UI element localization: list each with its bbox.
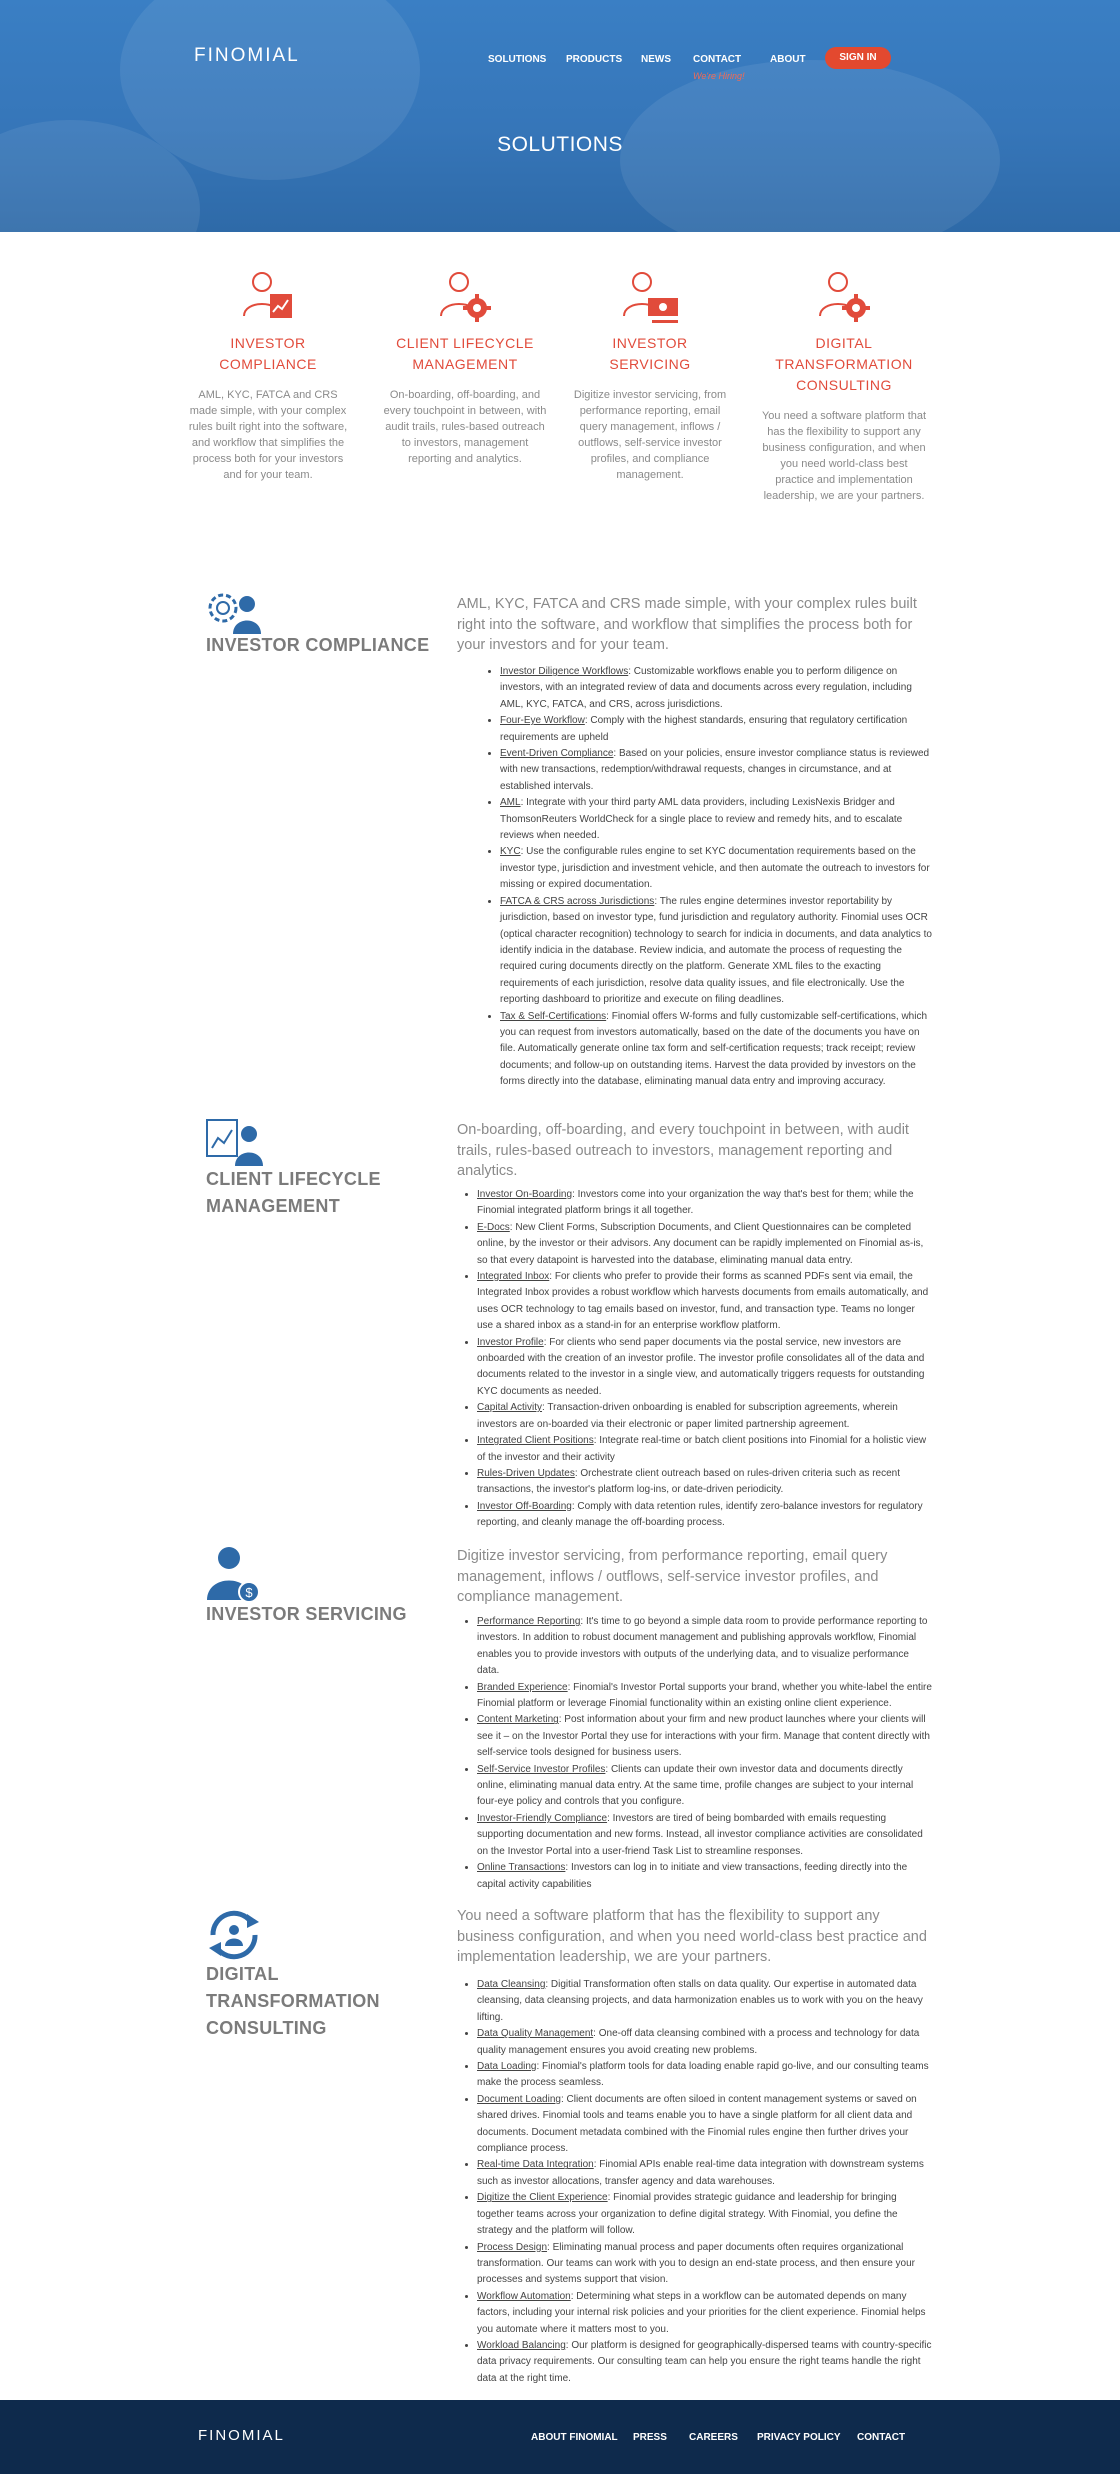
feature-text: : Comply with the highest standards, ensuring that regulatory certification requirements are upheld [500,715,908,743]
feature-link[interactable]: Rules-Driven Updates [477,1467,575,1479]
feature-link[interactable]: KYC [500,846,521,858]
feature-text: : Client documents are often siloed in content management systems or saved on shared drives. Finomial tools and teams enable you to have a single platform for all client data and documents. Document metadata combined with the Finomial rules engine then further drives your compliance process. [477,2093,917,2155]
feature-link[interactable]: Integrated Inbox [477,1271,550,1283]
feature-text: : One-off data cleansing combined with a process and technology for data quality management ensures you avoid creating new problems. [477,2028,920,2056]
service-title: DIGITAL TRANSFORMATION CONSULTING [775,335,913,393]
section-lead: Digitize investor servicing, from performance reporting, email query management, inflows / outflows, self-service investor profiles, and compliance management. [457,1548,888,1605]
footer-link-privacy[interactable]: PRIVACY POLICY [757,2432,841,2443]
list-item [477,1977,935,2026]
list-item [500,894,932,1009]
feature-text: : Finomial's Investor Portal supports your brand, whether you white-label the entire Finomial platform or leverage Finomial functionality within an existing online client experience. [477,1681,932,1710]
feature-text: : Eliminating manual process and paper documents often requires organizational transformation. Our teams can work with you to design an end-state process, and then ensure your processes and systems support that vision. [477,2241,916,2286]
section-lead: AML, KYC, FATCA and CRS made simple, with your complex rules built right into the software, and workflow that simplifies the process both for your investors and for your team. [457,596,917,653]
list-item [477,1187,933,1220]
logo[interactable]: FINOMIAL [194,45,300,66]
feature-link[interactable]: Document Loading [477,2093,561,2105]
footer-link-press[interactable]: PRESS [633,2432,667,2443]
feature-text: : Integrate real-time or batch client positions into Finomial for a holistic view of the investor and their activity [477,1435,927,1463]
refresh-person-icon [205,1906,263,1964]
feature-text: : Investors are tired of being bombarded with emails requesting supporting documentation and new forms. Instead, all investor compliance activities are consolidated on the Investor Portal into a user-friend Task List to streamline responses. [477,1812,923,1857]
feature-link[interactable]: Workflow Automation [477,2290,571,2302]
feature-link[interactable]: Data Loading [477,2061,537,2073]
list-item [477,2026,935,2059]
list-item [477,2240,935,2289]
feature-text: : Clients can update their own investor data and documents directly online, eliminating manual data entry. At the same time, profile changes are subject to your internal four-eye policy and controls that you configure. [477,1763,914,1808]
list-item [477,1614,933,1680]
service-description: You need a software platform that has the flexibility to support any business configuration, and when you need world-class best practice and implementation leadership, we are your partners. [761,410,927,502]
nav-products[interactable]: PRODUCTS [566,54,623,65]
service-title: INVESTOR COMPLIANCE [219,335,317,372]
section-title: CLIENT LIFECYCLE MANAGEMENT [206,1169,381,1216]
nav-news[interactable]: NEWS [641,54,671,65]
list-item [477,2157,935,2190]
feature-link[interactable]: Capital Activity [477,1402,543,1414]
sign-in-button[interactable]: SIGN IN [825,47,891,69]
feature-link[interactable]: Investor Diligence Workflows [500,666,629,677]
section-title: INVESTOR SERVICING [206,1604,407,1624]
feature-list [477,1614,933,1893]
feature-link[interactable]: Investor Profile [477,1336,544,1348]
section-lead: On-boarding, off-boarding, and every touchpoint in between, with audit trails, rules-based outreach to investors, management reporting and analytics. [457,1122,909,1179]
list-item [500,844,932,893]
feature-link[interactable]: Investor Off-Boarding [477,1500,572,1512]
feature-text: : Finomial's platform tools for data loading enable rapid go-live, and our consulting teams make the process seamless. [477,2061,929,2089]
feature-list [500,664,932,1091]
feature-link[interactable]: Data Quality Management [477,2028,594,2040]
list-item [500,713,932,746]
feature-link[interactable]: Event-Driven Compliance [500,748,614,760]
feature-link[interactable]: Investor On-Boarding [477,1189,573,1200]
nav-contact[interactable]: CONTACT [693,54,742,65]
feature-text: : Post information about your firm and new product launches where your clients will see it – on the Investor Portal they use for interactions with your firm. Manage that content directly with self-service tools designed for business users. [477,1714,930,1759]
list-item [500,746,932,795]
list-item [500,1009,932,1091]
list-item [477,1860,933,1893]
service-description: Digitize investor servicing, from performance reporting, email query management, inflows / outflows, self-service investor profiles, and compliance management. [573,389,727,481]
feature-link[interactable]: Real-time Data Integration [477,2159,594,2171]
list-item [477,2092,935,2158]
feature-link[interactable]: Process Design [477,2241,548,2253]
footer-logo[interactable]: FINOMIAL [198,2427,285,2444]
service-card-client-lifecycle[interactable] [381,270,549,467]
list-item [500,795,932,844]
hiring-link[interactable]: We're Hiring! [693,71,745,81]
feature-list [477,1187,933,1532]
feature-link[interactable]: Workload Balancing [477,2339,566,2351]
service-description: AML, KYC, FATCA and CRS made simple, with your complex rules built right into the software, and workflow that simplifies the process both for your investors and for your team. [188,389,348,481]
chart-person-icon [205,1118,263,1166]
feature-text: : Finomial APIs enable real-time data integration with downstream systems such as investor allocations, transfer agency and data warehouses. [477,2159,924,2187]
feature-link[interactable]: Branded Experience [477,1681,568,1693]
feature-link[interactable]: E-Docs [477,1221,510,1233]
feature-text: : Our platform is designed for geographically-dispersed teams with country-specific data privacy requirements. Our consulting team can help you ensure the right teams handle the right data at the right time. [477,2339,932,2384]
section-lead: You need a software platform that has the flexibility to support any business configuration, and when you need world-class best practice and implementation leadership, we are your partners. [457,1908,927,1965]
feature-text: : Investors come into your organization the way that's best for them; while the Finomial integrated platform brings it all together. [477,1189,914,1217]
footer [0,2400,1120,2474]
footer-link-about[interactable]: ABOUT FINOMIAL [531,2432,618,2443]
feature-link[interactable]: Tax & Self-Certifications [500,1010,607,1022]
service-title: INVESTOR SERVICING [609,335,691,372]
feature-link[interactable]: AML [500,797,521,809]
person-laptop-icon [618,270,682,326]
person-gear-icon [816,270,872,326]
section-title: INVESTOR COMPLIANCE [206,635,430,655]
investor-chart-icon [240,270,296,326]
feature-text: : For clients who send paper documents via the postal service, new investors are onboarded with the creation of an investor profile. The investor profile consolidates all of the data and documents related to the investor in a single view, and automatically triggers requests for outstanding KYC documents as needed. [477,1336,925,1397]
list-item [477,1762,933,1811]
feature-text: : Use the configurable rules engine to set KYC documentation requirements based on the investor type, jurisdiction and investment vehicle, and then automate the outreach to investors for missing or expired documentation. [500,846,930,891]
person-gear-icon [437,270,493,326]
list-item [477,1400,933,1433]
feature-link[interactable]: Online Transactions [477,1862,566,1874]
nav-solutions[interactable]: SOLUTIONS [488,54,547,65]
feature-text: : Comply with data retention rules, identify zero-balance investors for regulatory reporting, and cleanly manage the off-boarding process. [477,1500,923,1529]
person-dollar-icon [205,1544,261,1604]
list-item [477,1499,933,1532]
list-item [477,1811,933,1860]
feature-link[interactable]: Four-Eye Workflow [500,715,585,727]
feature-text: : Digitial Transformation often stalls on data quality. Our expertise in automated data cleansing, data cleansing projects, and data harmonization enables us to work with you on the heavy lifting. [477,1979,923,2023]
hero-banner [0,0,1120,232]
service-card-investor-servicing[interactable] [566,270,734,483]
list-item [477,1466,933,1499]
list-item [500,664,932,713]
feature-link[interactable]: Digitize the Client Experience [477,2192,608,2204]
footer-link-contact[interactable]: CONTACT [857,2432,906,2443]
feature-text: : Orchestrate client outreach based on rules-driven criteria such as recent transactions, the investor's platform log-ins, or date-driven periodicity. [477,1467,900,1496]
svg-text:$: $ [245,1585,253,1600]
feature-link[interactable]: Content Marketing [477,1714,559,1726]
feature-link[interactable]: Self-Service Investor Profiles [477,1763,606,1775]
feature-text: : Finomial offers W-forms and fully customizable self-certifications, which you can request from investors automatically, based on the date of the documents you have on file. Automatically generate online tax form and self-certification requests; track receipt; review documents; and follow-up on outstanding items. Harvest the data provided by investors on the forms directly into the database, eliminating manual data entry and improving accuracy. [500,1010,928,1088]
feature-text: : New Client Forms, Subscription Documents, and Client Questionnaires can be completed online, by the investor or their advisors. Any document can be rapidly implemented on Finomial as-is, so that every datapoint is harvested into the database, eliminating manual data entry. [477,1221,924,1266]
feature-list [477,1977,935,2387]
service-card-digital-transformation[interactable] [760,270,928,504]
list-item [477,2190,935,2239]
feature-link[interactable]: Data Cleansing [477,1979,546,1990]
feature-text: : Integrate with your third party AML data providers, including LexisNexis Bridger and ThomsonReuters WorldCheck for a single place to review and remedy hits, and to escalate reviews when needed. [500,797,903,842]
section-title: DIGITAL TRANSFORMATION CONSULTING [206,1964,380,2038]
service-title: CLIENT LIFECYCLE MANAGEMENT [396,335,534,372]
feature-link[interactable]: Investor-Friendly Compliance [477,1812,608,1824]
feature-link[interactable]: Integrated Client Positions [477,1435,594,1447]
gear-person-icon [205,590,267,634]
feature-text: : Transaction-driven onboarding is enabled for subscription agreements, wherein investors are on-boarded via their electronic or paper limited partnership agreement. [477,1402,898,1430]
service-card-investor-compliance[interactable] [184,270,352,483]
nav-about[interactable]: ABOUT [770,54,806,65]
page-title: SOLUTIONS [497,133,623,156]
feature-text: : Based on your policies, ensure investor compliance status is reviewed with new transactions, redemption/withdrawal requests, changes in circumstance, and at established intervals. [500,748,930,792]
footer-link-careers[interactable]: CAREERS [689,2432,738,2443]
service-description: On-boarding, off-boarding, and every touchpoint in between, with audit trails, rules-based outreach to investors, management reporting and analytics. [383,389,547,465]
list-item [477,2338,935,2387]
feature-text: : It's time to go beyond a simple data room to provide performance reporting to investors. In addition to robust document management and publishing approvals workflow, Finomial enables you to provide investors with outputs of the underlying data, and to visualize performance data. [477,1616,928,1677]
list-item [477,1220,933,1269]
feature-link[interactable]: FATCA & CRS across Jurisdictions [500,895,655,907]
list-item [477,1712,933,1761]
feature-text: : Customizable workflows enable you to perform diligence on investors, with an integrated review of data and documents across every regulation, including AML, KYC, FATCA, and CRS, across jurisdictions. [500,666,912,710]
feature-text: : Investors can log in to initiate and view transactions, feeding directly into the capital activity capabilities [477,1862,908,1890]
list-item [477,1680,933,1713]
feature-text: : The rules engine determines investor reportability by jurisdiction, based on investor type, fund jurisdiction and regulatory authority. Finomial uses OCR (optical character recognition) technology to search for indicia in documents, and data analytics to identify indicia in the database. Review indicia, and automate the process of requesting the required curing documents directly on the platform. Generate XML files to the exacting requirements of each jurisdiction, resolve data quality issues, and file electronically. Use the reporting dashboard to prioritize and execute on filing deadlines. [500,895,932,1006]
list-item [477,1335,933,1401]
list-item [477,1433,933,1466]
feature-link[interactable]: Performance Reporting [477,1616,581,1627]
feature-text: : Finomial provides strategic guidance and leadership for bringing together teams across your organization to define digital strategy. With Finomial, you define the strategy and the platform will follow. [477,2192,898,2237]
list-item [477,1269,933,1335]
list-item [477,2059,935,2092]
list-item [477,2289,935,2338]
feature-text: : For clients who prefer to provide their forms as scanned PDFs sent via email, the Integrated Inbox provides a robust workflow which harvests documents from emails automatically, and uses OCR technology to tag emails based on investor, fund, and transaction type. Teams no longer use a shared inbox as a stand-in for an enterprise workflow platform. [477,1271,929,1332]
feature-text: : Determining what steps in a workflow can be automated depends on many factors, including your internal risk policies and your priorities for the client experience. Finomial helps you automate where it matters most to you. [477,2290,926,2335]
